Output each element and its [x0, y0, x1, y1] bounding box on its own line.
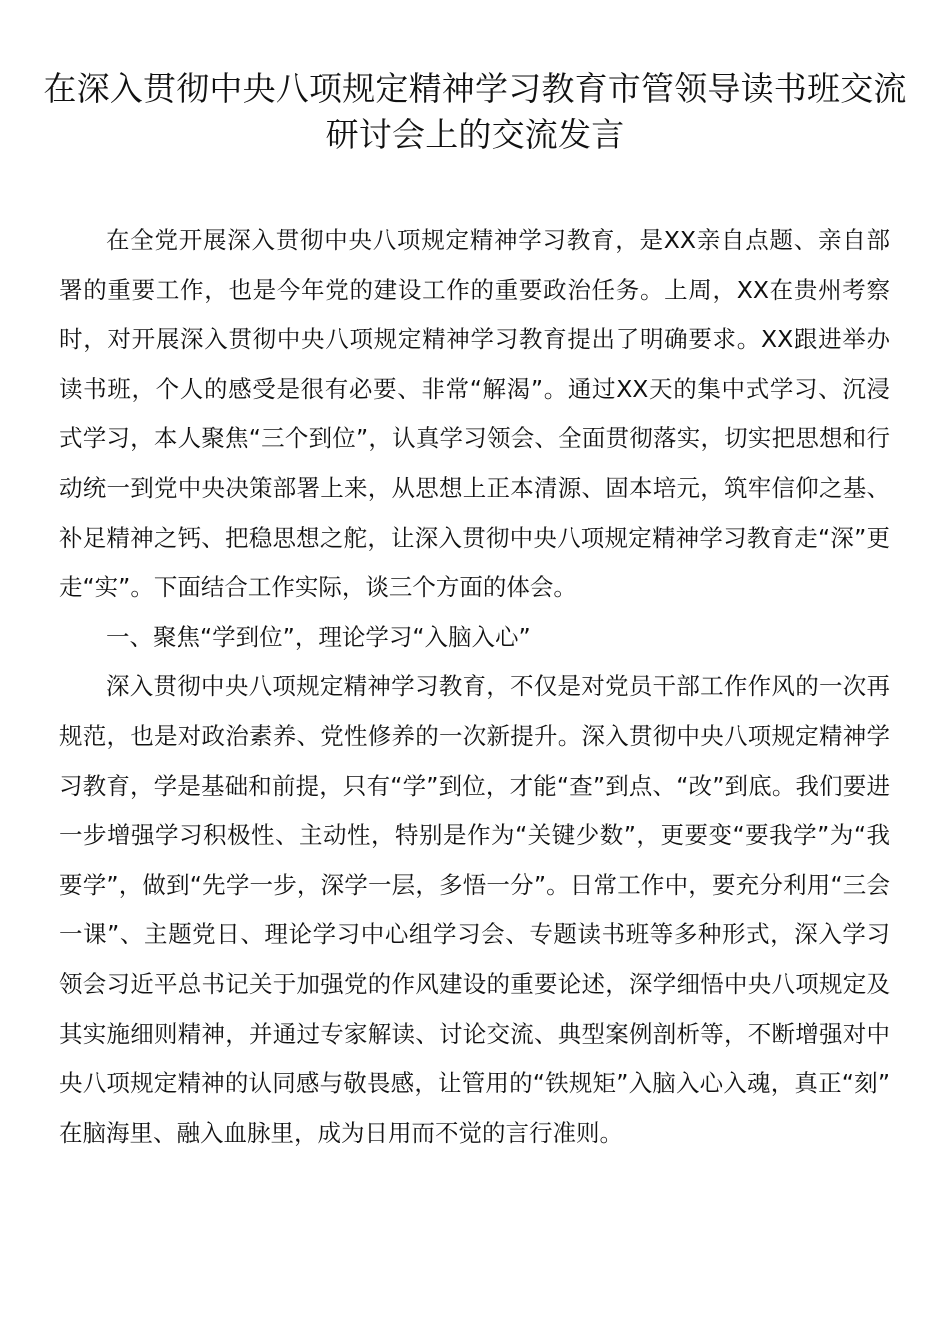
document-body — [59, 216, 890, 1158]
section-paragraph: 深入贯彻中央八项规定精神学习教育，不仅是对党员干部工作作风的一次再规范，也是对政治素养、党性修养的一次新提升。深入贯彻中央八项规定精神学习教育，学是基础和前提，只有“学”到位，才能“查”到点、“改”到底。我们要进一步增强学习积极性、主动性，特别是作为“关键少数”，更要变“要我学”为“我要学”，做到“先学一步，深学一层，多悟一分”。日常工作中，要充分利用“三会一课”、主题党日、理论学习中心组学习会、专题读书班等多种形式，深入学习领会习近平总书记关于加强党的作风建设的重要论述，深学细悟中央八项规定及其实施细则精神，并通过专家解读、讨论交流、典型案例剖析等，不断增强对中央八项规定精神的认同感与敬畏感，让管用的“铁规矩”入脑入心入魂，真正“刻”在脑海里、融入血脉里，成为日用而不觉的言行准则。 — [59, 672, 890, 1147]
document-title: 在深入贯彻中央八项规定精神学习教育市管领导读书班交流研讨会上的交流发言 — [43, 69, 907, 154]
section-heading: 一、聚焦“学到位”，理论学习“入脑入心” — [106, 622, 531, 651]
intro-paragraph: 在全党开展深入贯彻中央八项规定精神学习教育，是XX亲自点题、亲自部署的重要工作，也是今年党的建设工作的重要政治任务。上周，XX在贵州考察时，对开展深入贯彻中央八项规定精神学习教育提出了明确要求。XX跟进举办读书班，个人的感受是很有必要、非常“解渴”。通过XX天的集中式学习、沉浸式学习，本人聚焦“三个到位”，认真学习领会、全面贯彻落实，切实把思想和行动统一到党中央决策部署上来，从思想上正本清源、固本培元，筑牢信仰之基、补足精神之钙、把稳思想之舵，让深入贯彻中央八项规定精神学习教育走“深”更走“实”。下面结合工作实际，谈三个方面的体会。 — [59, 226, 890, 602]
